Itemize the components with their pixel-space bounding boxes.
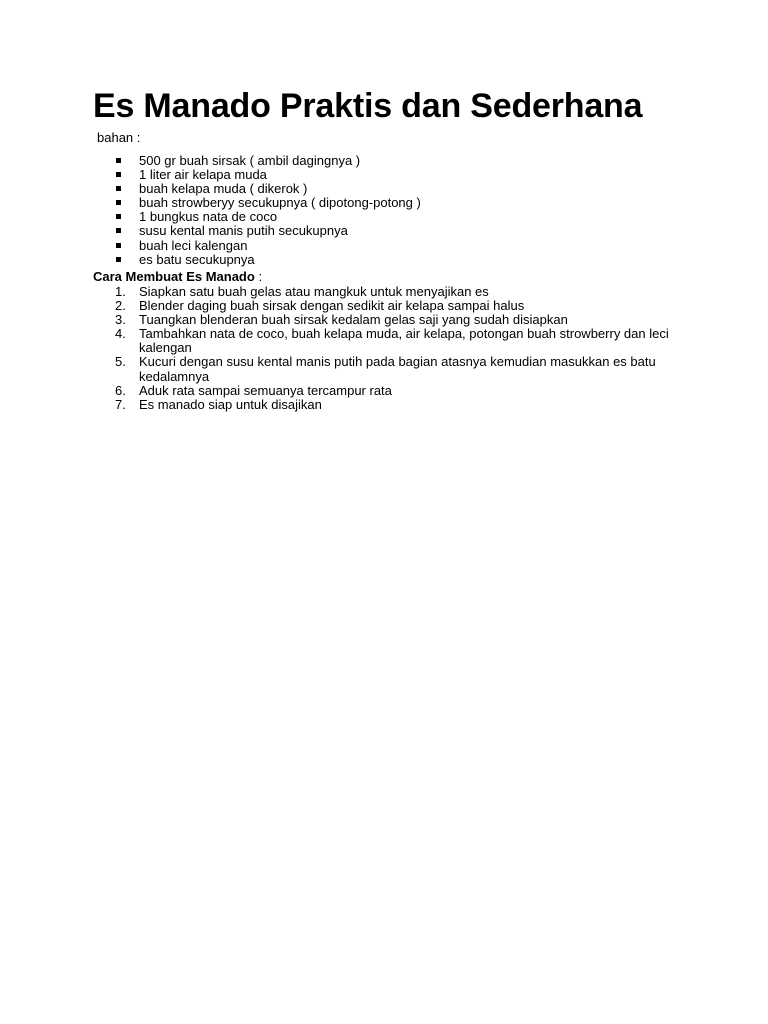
step-text: Siapkan satu buah gelas atau mangkuk untuk menyajikan es [139,284,489,299]
ingredient-text: es batu secukupnya [139,251,255,267]
method-heading-suffix: : [254,269,263,284]
ingredients-label: bahan : [97,130,141,145]
list-item [0,355,768,383]
step-number: 6. [115,382,126,398]
step-text: Tambahkan nata de coco, buah kelapa muda, air kelapa, potongan buah strowberry dan leci kalengan [139,326,669,356]
ingredient-text: susu kental manis putih secukupnya [139,223,348,239]
step-text: Kucuri dengan susu kental manis putih pada bagian atasnya kemudian masukkan es batu kedalamnya [139,354,656,384]
ingredient-text: buah strowberyy secukupnya ( dipotong-potong ) [139,195,421,211]
square-bullet-icon [116,172,121,177]
step-number: 7. [115,396,126,412]
list-item [0,327,768,355]
list-item [0,299,768,313]
list-item [0,384,768,398]
step-text: Es manado siap untuk disajikan [139,396,322,412]
list-item [0,398,768,412]
ingredient-text: buah kelapa muda ( dikerok ) [139,181,308,197]
method-heading-title: Cara Membuat Es Manado [93,269,255,284]
square-bullet-icon [116,214,121,219]
step-text: Tuangkan blenderan buah sirsak kedalam gelas saji yang sudah disiapkan [139,312,568,328]
step-number: 4. [115,326,126,342]
list-item [0,285,768,299]
page-title: Es Manado Praktis dan Sederhana [93,87,643,125]
step-text: Blender daging buah sirsak dengan sedikit air kelapa sampai halus [139,298,525,314]
square-bullet-icon [116,257,121,262]
method-heading [93,269,262,285]
step-number: 1. [115,284,126,299]
ingredient-text: 500 gr buah sirsak ( ambil dagingnya ) [139,153,361,168]
square-bullet-icon [116,243,121,248]
square-bullet-icon [116,158,121,163]
step-number: 5. [115,354,126,370]
ingredient-text: 1 bungkus nata de coco [139,209,278,225]
square-bullet-icon [116,186,121,191]
square-bullet-icon [116,200,121,205]
ingredient-text: 1 liter air kelapa muda [139,167,267,183]
square-bullet-icon [116,228,121,233]
list-item [0,313,768,327]
step-number: 2. [115,298,126,314]
step-number: 3. [115,312,126,328]
step-text: Aduk rata sampai semuanya tercampur rata [139,382,392,398]
steps-list [0,285,768,412]
ingredient-text: buah leci kalengan [139,237,248,253]
